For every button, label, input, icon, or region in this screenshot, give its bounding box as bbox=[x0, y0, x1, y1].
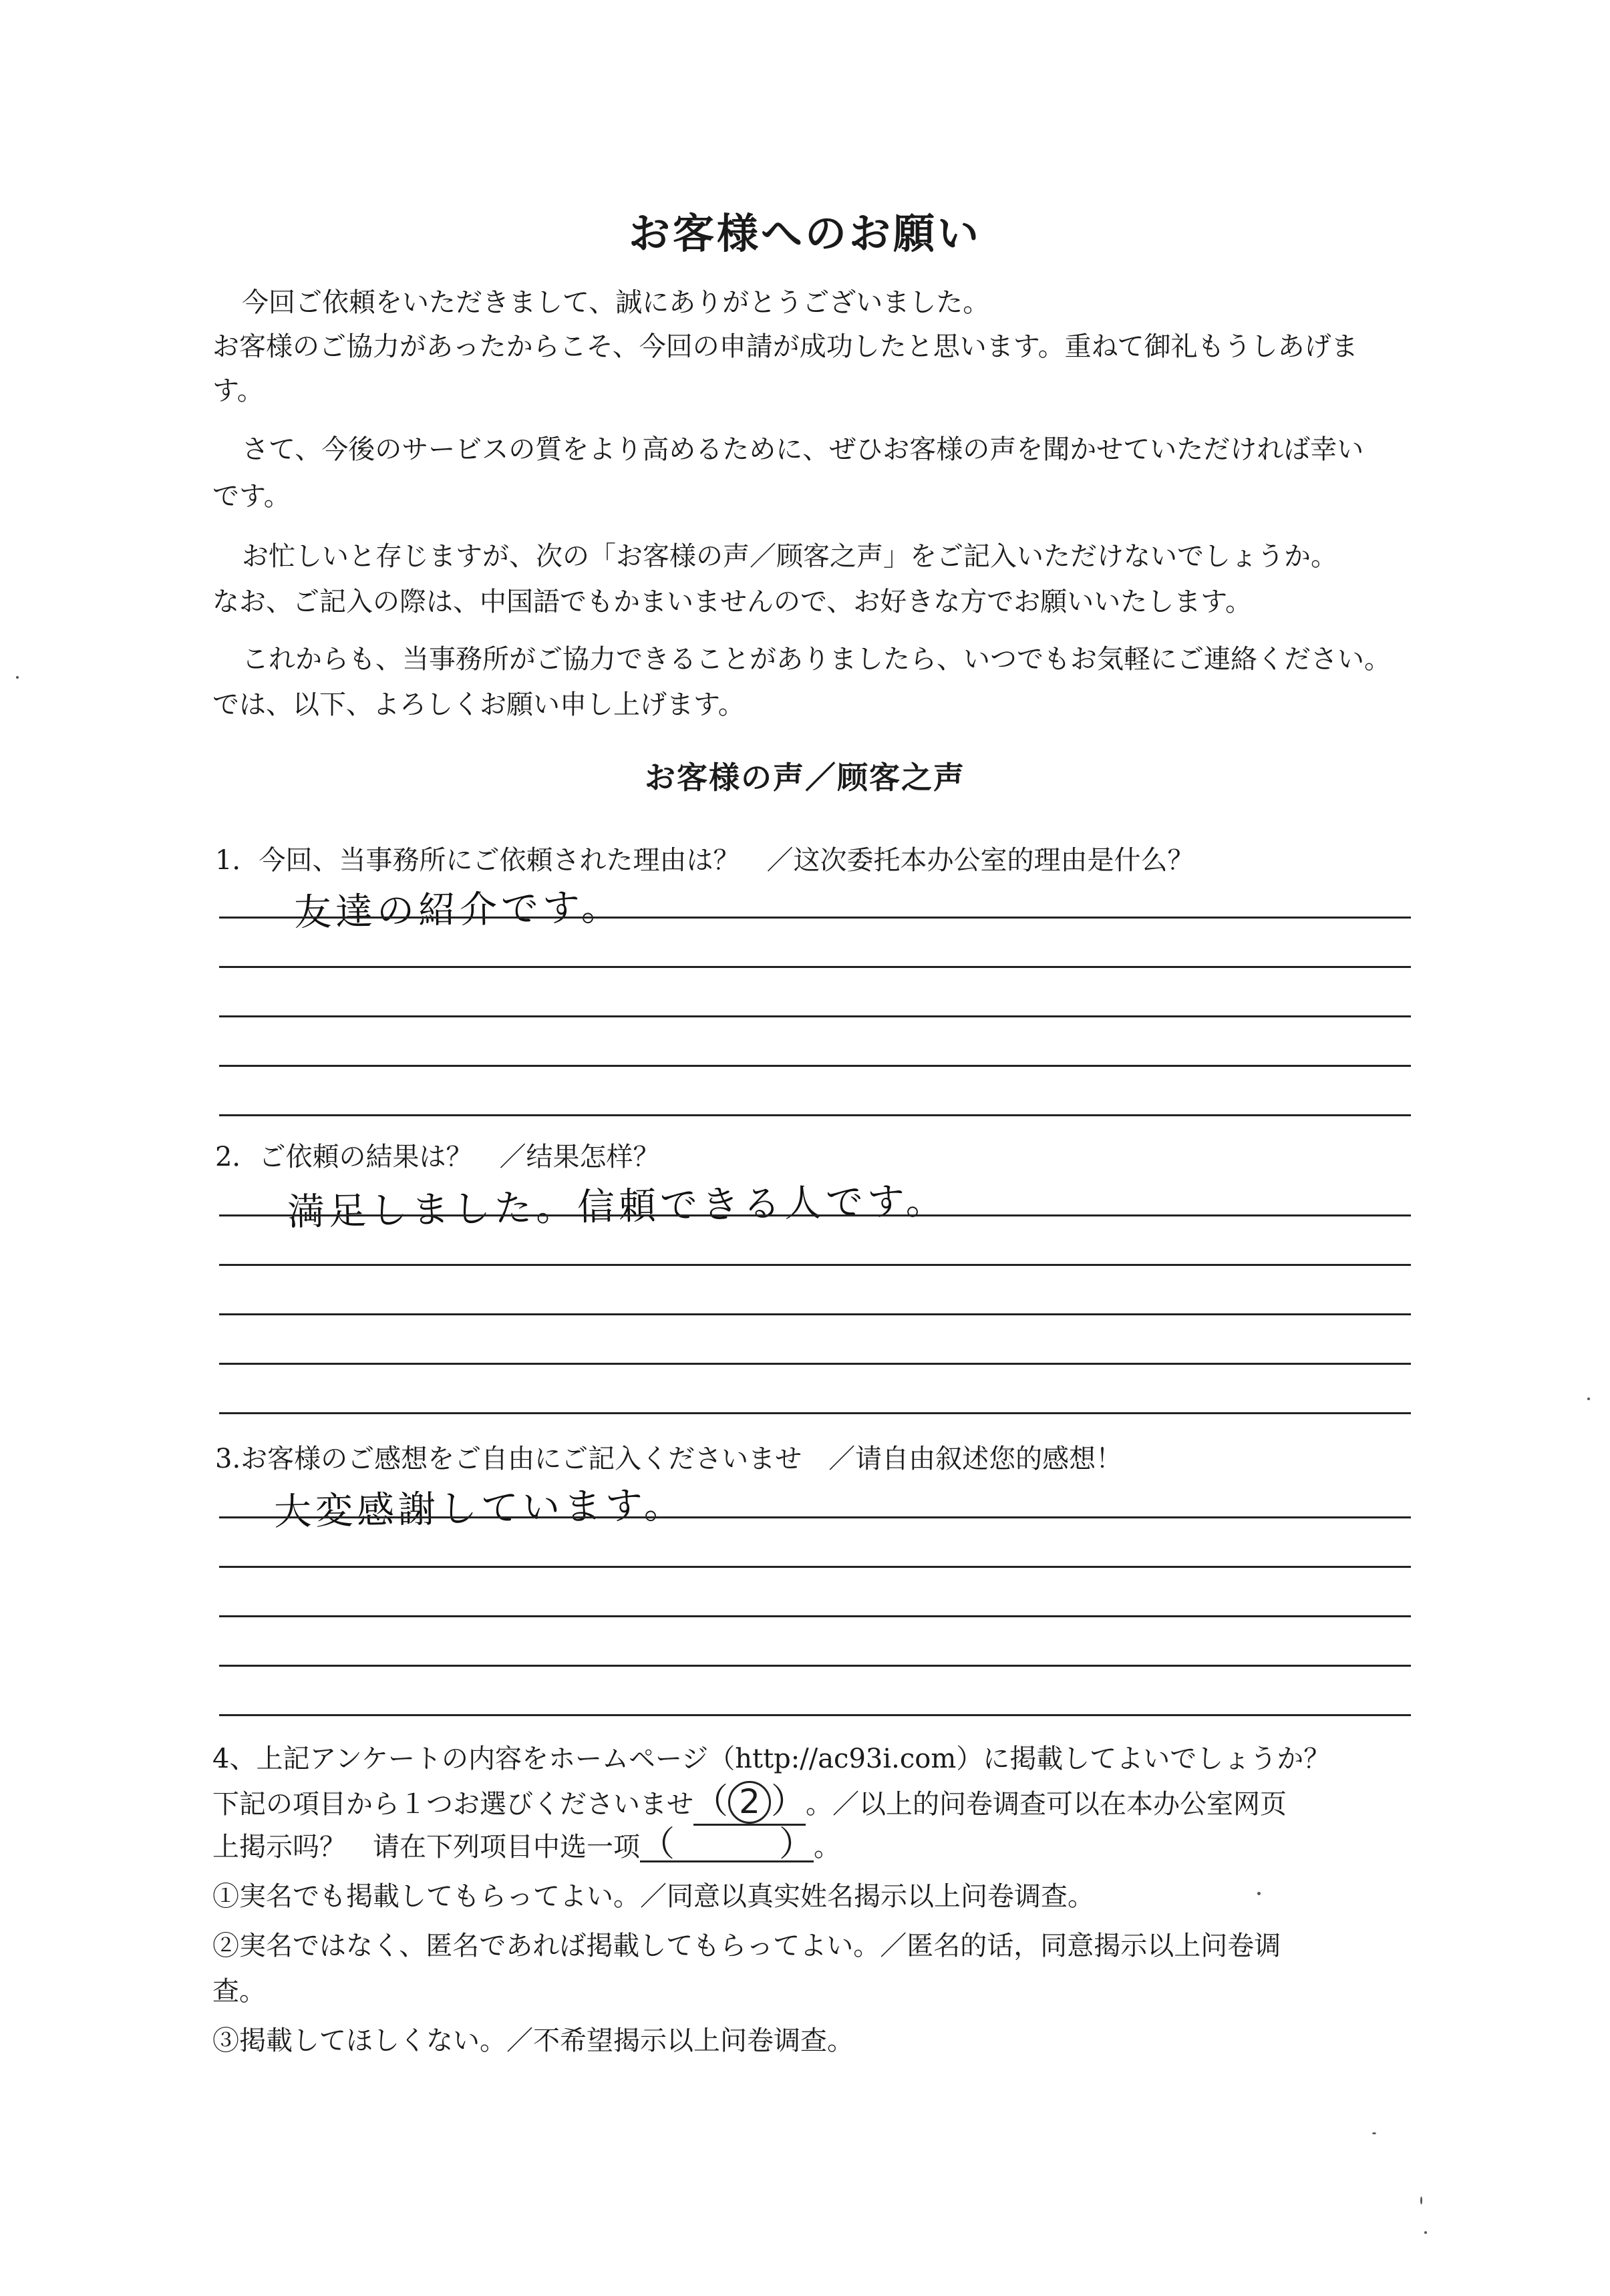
answer-line bbox=[219, 917, 1411, 919]
answer-line bbox=[219, 1665, 1411, 1667]
answer-line bbox=[219, 1566, 1411, 1568]
choice-blank-cn[interactable]: （ ） bbox=[640, 1824, 814, 1864]
selected-choice: 2 bbox=[728, 1781, 771, 1824]
question-3-label: 3.お客様のご感想をご自由にご記入くださいませ ／请自由叙述您的感想！ bbox=[215, 1444, 1123, 1474]
scan-speck bbox=[1372, 2132, 1376, 2134]
choice-blank[interactable]: （ 2 ） bbox=[693, 1781, 806, 1826]
answer-line bbox=[219, 1015, 1411, 1017]
intro-line: です。 bbox=[212, 481, 291, 512]
period: 。 bbox=[814, 1832, 841, 1862]
choice-prompt: 下記の項目から１つお選びくださいませ bbox=[212, 1789, 693, 1820]
question-2-label: 2．ご依頼の結果は？ ／结果怎样？ bbox=[215, 1142, 660, 1172]
answer-line bbox=[219, 1363, 1411, 1365]
answer-line bbox=[219, 1313, 1411, 1315]
question-4-choice-line bbox=[212, 1781, 1287, 1826]
question-1-label: 1．今回、当事務所にご依頼された理由は？ ／这次委托本办公室的理由是什么？ bbox=[215, 845, 1194, 876]
answer-line bbox=[219, 1516, 1411, 1518]
intro-line: す。 bbox=[212, 375, 264, 406]
question-3-answer: 大変感謝しています。 bbox=[273, 1483, 686, 1534]
answer-line bbox=[219, 1065, 1411, 1067]
answer-line bbox=[219, 1615, 1411, 1617]
intro-line: 今回ご依頼をいただきまして、誠にありがとうございました。 bbox=[242, 287, 990, 318]
intro-line: お客様のご協力があったからこそ、今回の申請が成功したと思います。重ねて御礼もうしあげま bbox=[212, 331, 1358, 362]
question-2-answer: 満足しました。信頼できる人です。 bbox=[287, 1179, 948, 1235]
intro-line: お忙しいと存じますが、次の「お客様の声／顾客之声」をご記入いただけないでしょうか。 bbox=[242, 541, 1337, 572]
option-1: ①実名でも掲載してもらってよい。／同意以真实姓名揭示以上问卷调查。 bbox=[212, 1881, 1094, 1912]
question-4-choice-line-cn bbox=[212, 1825, 840, 1869]
question-4-label: 4、上記アンケートの内容をホームページ（http://ac93i.com）に掲載してよいでしょうか？ bbox=[212, 1744, 1331, 1774]
scan-speck bbox=[1257, 1892, 1261, 1895]
intro-line: さて、今後のサービスの質をより高めるために、ぜひお客様の声を聞かせていただければ幸い bbox=[242, 434, 1364, 465]
scan-speck bbox=[1424, 2231, 1427, 2234]
scan-speck bbox=[1420, 2196, 1422, 2204]
answer-line bbox=[219, 1412, 1411, 1414]
answer-line bbox=[219, 1114, 1411, 1116]
intro-line: では、以下、よろしくお願い申し上げます。 bbox=[212, 689, 745, 720]
option-2-cont: 查。 bbox=[212, 1976, 266, 2007]
page-title: お客様へのお願い bbox=[628, 209, 981, 258]
answer-line bbox=[219, 1264, 1411, 1266]
choice-prompt-cn: 。／以上的问卷调查可以在本办公室网页 bbox=[806, 1789, 1287, 1820]
scan-speck bbox=[16, 676, 19, 679]
answer-line bbox=[219, 1714, 1411, 1716]
option-3: ③掲載してほしくない。／不希望揭示以上问卷调查。 bbox=[212, 2025, 854, 2056]
intro-line: なお、ご記入の際は、中国語でもかまいませんので、お好きな方でお願いいたします。 bbox=[212, 587, 1252, 617]
scan-speck bbox=[1587, 1398, 1590, 1400]
intro-line: これからも、当事務所がご協力できることがありましたら、いつでもお気軽にご連絡ください。 bbox=[242, 644, 1391, 675]
answer-line bbox=[219, 1214, 1411, 1216]
section-title: お客様の声／顾客之声 bbox=[645, 760, 965, 796]
choice-prompt-cn-2: 上掲示吗？ 请在下列项目中选一项 bbox=[212, 1832, 640, 1862]
question-1-answer: 友達の紹介です。 bbox=[293, 885, 623, 935]
answer-line bbox=[219, 966, 1411, 968]
option-2: ②実名ではなく、匿名であれば掲載してもらってよい。／匿名的话，同意揭示以上问卷调 bbox=[212, 1931, 1281, 1961]
